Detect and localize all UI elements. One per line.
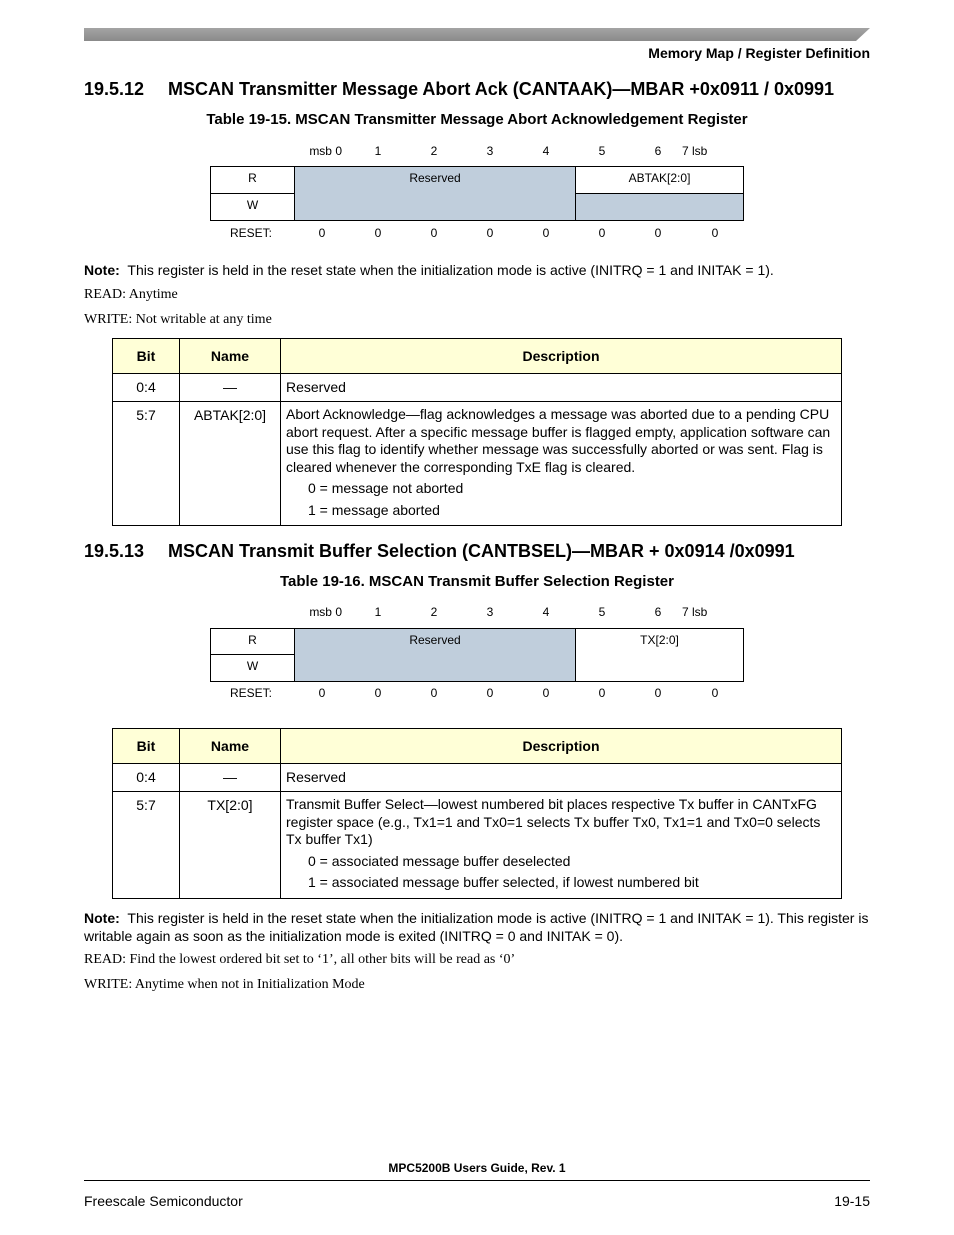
value-option: 1 = message aborted xyxy=(308,501,440,518)
description-cell xyxy=(281,402,842,526)
reset-value: 0 xyxy=(598,226,606,240)
reset-value: 0 xyxy=(374,686,382,700)
table-row xyxy=(113,374,842,402)
field-description-table xyxy=(112,728,842,899)
bit-number: 7 lsb xyxy=(682,144,708,158)
bit-number: 6 xyxy=(654,144,662,158)
bit-number: 3 xyxy=(486,605,494,619)
tx-field-label: TX[2:0] xyxy=(640,633,679,647)
note-label: Note: xyxy=(84,262,120,278)
name-cell: — xyxy=(180,374,281,402)
reset-value: 0 xyxy=(711,686,719,700)
reset-label: RESET: xyxy=(230,226,273,240)
table-caption: Table 19-16. MSCAN Transmit Buffer Selection Register xyxy=(280,573,674,590)
bit-number: msb 0 xyxy=(309,144,342,158)
note-label: Note: xyxy=(84,910,120,926)
bit-cell: 5:7 xyxy=(113,402,180,526)
company-name: Freescale Semiconductor xyxy=(84,1193,243,1209)
bit-number: 2 xyxy=(430,605,438,619)
description-text: Transmit Buffer Select—lowest numbered bit places respective Tx buffer in CANTxFG register space (e.g., Tx1=1 and Tx0=1 selects Tx buffer Tx0, Tx1=1 and Tx0=0 selects Tx buffer Tx1) xyxy=(286,796,821,847)
reset-value: 0 xyxy=(598,686,606,700)
bit-cell: 0:4 xyxy=(113,374,180,402)
write-row-label: W xyxy=(246,659,259,673)
section-number: 19.5.12 xyxy=(84,79,145,99)
write-access: WRITE: Anytime when not in Initialization Mode xyxy=(84,977,365,992)
section-heading xyxy=(84,79,834,100)
description-text: Abort Acknowledge—flag acknowledges a message was aborted due to a pending CPU abort request. After a specific message buffer is flagged empty, application software can use this flag to identify whether message was successfully aborted or was sent. Flag is cleared whenever the corresponding TxE flag is cleared. xyxy=(286,406,831,475)
name-cell: TX[2:0] xyxy=(180,792,281,899)
read-access: READ: Anytime xyxy=(84,287,178,302)
description-cell: Reserved xyxy=(281,764,842,792)
reset-value: 0 xyxy=(654,226,662,240)
bit-number: 1 xyxy=(374,144,382,158)
bit-number: 1 xyxy=(374,605,382,619)
value-option: 0 = message not aborted xyxy=(308,480,464,496)
reserved-label: Reserved xyxy=(409,171,461,185)
note-text: This register is held in the reset state when the initialization mode is active (INITRQ = 1 and INITAK = 1). This register is writable again as soon as the initialization mode is exited (INITRQ = 0 and INITAK = 0). xyxy=(84,910,869,944)
reset-value: 0 xyxy=(318,686,326,700)
column-header: Description xyxy=(281,339,842,374)
bit-number: 2 xyxy=(430,144,438,158)
write-row-label: W xyxy=(246,198,259,212)
description-cell: Reserved xyxy=(281,374,842,402)
reset-value: 0 xyxy=(430,226,438,240)
reserved-label: Reserved xyxy=(409,633,461,647)
note-text: This register is held in the reset state when the initialization mode is active (INITRQ = 1 and INITAK = 1). xyxy=(127,262,774,278)
reset-value: 0 xyxy=(430,686,438,700)
value-option: 0 = associated message buffer deselected xyxy=(308,852,571,869)
section-heading xyxy=(84,541,795,562)
reset-value: 0 xyxy=(374,226,382,240)
bit-number: 7 lsb xyxy=(682,605,708,619)
reset-value: 0 xyxy=(542,226,550,240)
write-access: WRITE: Not writable at any time xyxy=(84,312,272,327)
bit-number: 5 xyxy=(598,144,606,158)
column-header: Name xyxy=(180,339,281,374)
page-number: 19-15 xyxy=(834,1193,870,1209)
bit-number: 6 xyxy=(654,605,662,619)
bit-cell: 0:4 xyxy=(113,764,180,792)
bit-number: 4 xyxy=(542,605,550,619)
column-header: Name xyxy=(180,729,281,764)
bit-cell: 5:7 xyxy=(113,792,180,899)
bit-number: msb 0 xyxy=(309,605,342,619)
reset-value: 0 xyxy=(486,226,494,240)
column-header: Bit xyxy=(113,729,180,764)
table-row xyxy=(113,402,842,526)
section-number: 19.5.13 xyxy=(84,541,145,561)
column-header: Description xyxy=(281,729,842,764)
table-row xyxy=(113,764,842,792)
note xyxy=(84,909,870,945)
column-header: Bit xyxy=(113,339,180,374)
header-bar xyxy=(84,28,870,41)
reset-value: 0 xyxy=(318,226,326,240)
bit-number: 3 xyxy=(486,144,494,158)
value-option: 1 = associated message buffer selected, if lowest numbered bit xyxy=(308,874,699,890)
read-row-label: R xyxy=(248,171,257,185)
abtak-write-field xyxy=(575,193,744,221)
note xyxy=(84,261,870,279)
section-title: MSCAN Transmit Buffer Selection (CANTBSEL)—MBAR + 0x0914 /0x0991 xyxy=(168,541,795,561)
name-cell: ABTAK[2:0] xyxy=(180,402,281,526)
reset-label: RESET: xyxy=(230,686,273,700)
bit-number: 4 xyxy=(542,144,550,158)
table-row xyxy=(113,792,842,899)
reset-value: 0 xyxy=(542,686,550,700)
read-access: READ: Find the lowest ordered bit set to ‘1’, all other bits will be read as ‘0’ xyxy=(84,952,516,967)
reset-value: 0 xyxy=(486,686,494,700)
bit-number: 5 xyxy=(598,605,606,619)
name-cell: — xyxy=(180,764,281,792)
reset-value: 0 xyxy=(711,226,719,240)
document-title: MPC5200B Users Guide, Rev. 1 xyxy=(388,1161,566,1175)
abtak-field-label: ABTAK[2:0] xyxy=(628,171,691,185)
read-row-label: R xyxy=(248,633,257,647)
section-title: MSCAN Transmitter Message Abort Ack (CANTAAK)—MBAR +0x0911 / 0x0991 xyxy=(168,79,835,99)
field-description-table xyxy=(112,338,842,526)
reset-value: 0 xyxy=(654,686,662,700)
table-caption: Table 19-15. MSCAN Transmitter Message Abort Acknowledgement Register xyxy=(206,111,748,128)
running-header: Memory Map / Register Definition xyxy=(648,45,870,61)
footer-rule xyxy=(84,1180,870,1181)
description-cell xyxy=(281,792,842,899)
